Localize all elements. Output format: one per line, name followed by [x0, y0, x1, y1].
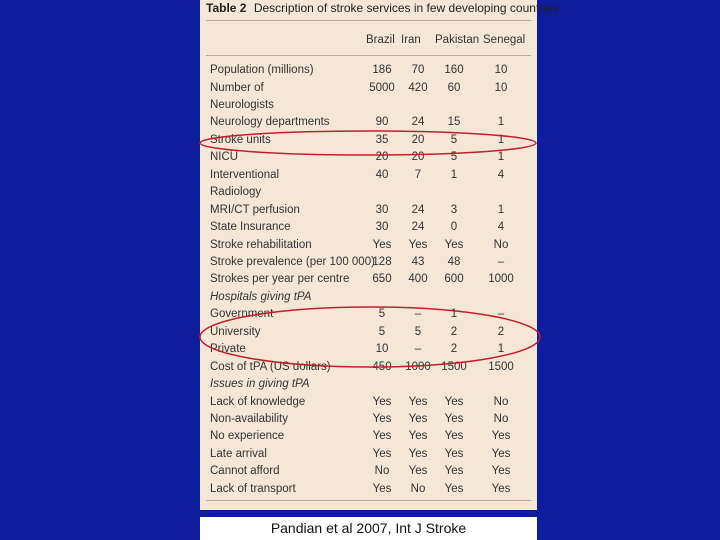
row-label: Cost of tPA (US dollars)	[210, 360, 331, 373]
table-row	[200, 342, 537, 359]
table-title: Description of stroke services in few developing countries	[253, 1, 559, 15]
cell-brazil: 10	[375, 343, 389, 356]
header-brazil: Brazil	[366, 34, 395, 46]
cell-pakistan: 48	[447, 255, 461, 268]
cell-brazil: 20	[375, 151, 389, 164]
row-label: Radiology	[210, 186, 262, 199]
cell-senegal: 4	[497, 221, 505, 233]
table-row	[200, 150, 537, 167]
cell-pakistan: 3	[450, 203, 458, 216]
table-row	[200, 98, 537, 115]
cell-senegal: 1500	[488, 360, 514, 373]
cell-brazil: 128	[372, 255, 392, 268]
cell-brazil: 30	[375, 221, 389, 233]
cell-pakistan: Yes	[444, 465, 464, 478]
cell-senegal: 1	[497, 151, 505, 164]
cell-iran: 70	[411, 64, 425, 76]
row-label: Stroke units	[210, 133, 271, 146]
row-label: Stroke prevalence (per 100 000)	[210, 255, 375, 268]
cell-senegal: Yes	[491, 482, 511, 495]
cell-brazil: 650	[372, 273, 392, 286]
cell-senegal: –	[497, 255, 505, 268]
cell-iran: Yes	[408, 465, 428, 478]
table-row	[200, 272, 537, 289]
cell-senegal: No	[493, 238, 509, 251]
row-label: MRI/CT perfusion	[210, 203, 300, 216]
cell-pakistan: Yes	[444, 482, 464, 495]
table-row	[200, 290, 537, 307]
cell-iran: 400	[408, 273, 428, 286]
row-label: Neurologists	[210, 98, 274, 111]
cell-brazil: Yes	[372, 447, 392, 460]
row-label: Strokes per year per centre	[210, 273, 350, 286]
cell-iran: 5	[414, 325, 422, 338]
cell-pakistan: 1500	[441, 360, 467, 373]
row-label: Stroke rehabilitation	[210, 238, 312, 251]
cell-pakistan: 1	[450, 308, 458, 321]
cell-senegal: 10	[494, 81, 508, 94]
cell-pakistan: 0	[450, 221, 458, 233]
cell-pakistan: 15	[447, 116, 461, 129]
row-label: Non-availability	[210, 413, 288, 425]
row-label: No experience	[210, 430, 285, 443]
cell-brazil: 40	[375, 168, 389, 181]
row-label: State Insurance	[210, 221, 291, 233]
cell-pakistan: Yes	[444, 238, 464, 251]
cell-senegal: No	[493, 395, 509, 408]
cell-iran: Yes	[408, 238, 428, 251]
cell-iran: Yes	[408, 413, 428, 425]
header-iran: Iran	[401, 34, 421, 46]
cell-brazil: Yes	[372, 430, 392, 443]
cell-brazil: No	[374, 465, 390, 478]
cell-iran: –	[414, 343, 422, 356]
table-row	[200, 360, 537, 377]
cell-pakistan: Yes	[444, 395, 464, 408]
cell-iran: No	[410, 482, 426, 495]
row-label: Government	[210, 308, 274, 321]
cell-pakistan: 600	[444, 273, 464, 286]
cell-iran: 1000	[405, 360, 431, 373]
row-label: Cannot afford	[210, 465, 280, 478]
cell-senegal: –	[497, 308, 505, 321]
row-label: Private	[210, 343, 246, 356]
row-label: Neurology departments	[210, 116, 330, 129]
cell-iran: 24	[411, 116, 425, 129]
cell-brazil: 186	[372, 64, 392, 76]
cell-senegal: 1	[497, 343, 505, 356]
table-label: Table 2	[206, 1, 247, 15]
table-row	[200, 447, 537, 464]
table-row	[200, 325, 537, 342]
cell-iran: 24	[411, 203, 425, 216]
cell-iran: 20	[411, 133, 425, 146]
cell-senegal: Yes	[491, 447, 511, 460]
cell-brazil: 5	[378, 308, 386, 321]
cell-senegal: 4	[497, 168, 505, 181]
cell-pakistan: Yes	[444, 447, 464, 460]
table-row	[200, 238, 537, 255]
cell-brazil: Yes	[372, 395, 392, 408]
row-label: University	[210, 325, 261, 338]
cell-senegal: 1	[497, 203, 505, 216]
cell-brazil: 450	[372, 360, 392, 373]
table-row	[200, 307, 537, 324]
table-body	[200, 0, 537, 510]
cell-iran: 24	[411, 221, 425, 233]
table-row	[200, 412, 537, 429]
row-label: Late arrival	[210, 447, 267, 460]
cell-iran: Yes	[408, 447, 428, 460]
cell-brazil: 5000	[369, 81, 395, 94]
cell-senegal: No	[493, 413, 509, 425]
cell-pakistan: 2	[450, 325, 458, 338]
table-row	[200, 429, 537, 446]
cell-pakistan: Yes	[444, 413, 464, 425]
cell-senegal: Yes	[491, 430, 511, 443]
table-row	[200, 395, 537, 412]
cell-pakistan: 1	[450, 168, 458, 181]
table-row	[200, 115, 537, 132]
row-label: Population (millions)	[210, 64, 314, 76]
cell-pakistan: 2	[450, 343, 458, 356]
cell-brazil: 90	[375, 116, 389, 129]
table-row	[200, 255, 537, 272]
row-subheading: Hospitals giving tPA	[210, 290, 312, 303]
row-subheading: Issues in giving tPA	[210, 378, 310, 391]
cell-senegal: Yes	[491, 465, 511, 478]
row-label: NICU	[210, 151, 239, 164]
cell-senegal: 10	[494, 64, 508, 76]
table-row	[200, 482, 537, 499]
cell-iran: 43	[411, 255, 425, 268]
cell-brazil: Yes	[372, 482, 392, 495]
table-row	[200, 133, 537, 150]
cell-senegal: 1	[497, 116, 505, 129]
citation: Pandian et al 2007, Int J Stroke	[200, 517, 537, 540]
cell-pakistan: 60	[447, 81, 461, 94]
cell-brazil: 30	[375, 203, 389, 216]
cell-senegal: 1	[497, 133, 505, 146]
cell-iran: 420	[408, 81, 428, 94]
table-row	[200, 220, 537, 237]
cell-pakistan: 5	[450, 133, 458, 146]
header-senegal: Senegal	[483, 34, 526, 46]
cell-iran: Yes	[408, 430, 428, 443]
cell-senegal: 1000	[488, 273, 514, 286]
row-label: Number of	[210, 81, 264, 94]
cell-brazil: 5	[378, 325, 386, 338]
table-row	[200, 63, 537, 80]
cell-iran: 20	[411, 151, 425, 164]
table-row	[200, 81, 537, 98]
table-row	[200, 168, 537, 185]
cell-iran: Yes	[408, 395, 428, 408]
row-label: Interventional	[210, 168, 280, 181]
cell-pakistan: 160	[444, 64, 464, 76]
cell-pakistan: Yes	[444, 430, 464, 443]
table-row	[200, 377, 537, 394]
row-label: Lack of knowledge	[210, 395, 306, 408]
table-row	[200, 185, 537, 202]
cell-iran: 7	[414, 168, 422, 181]
cell-brazil: 35	[375, 133, 389, 146]
header-pakistan: Pakistan	[435, 34, 480, 46]
cell-pakistan: 5	[450, 151, 458, 164]
cell-brazil: Yes	[372, 238, 392, 251]
cell-iran: –	[414, 308, 422, 321]
table-row	[200, 203, 537, 220]
table-row	[200, 464, 537, 481]
cell-senegal: 2	[497, 325, 505, 338]
row-label: Lack of transport	[210, 482, 296, 495]
cell-brazil: Yes	[372, 413, 392, 425]
